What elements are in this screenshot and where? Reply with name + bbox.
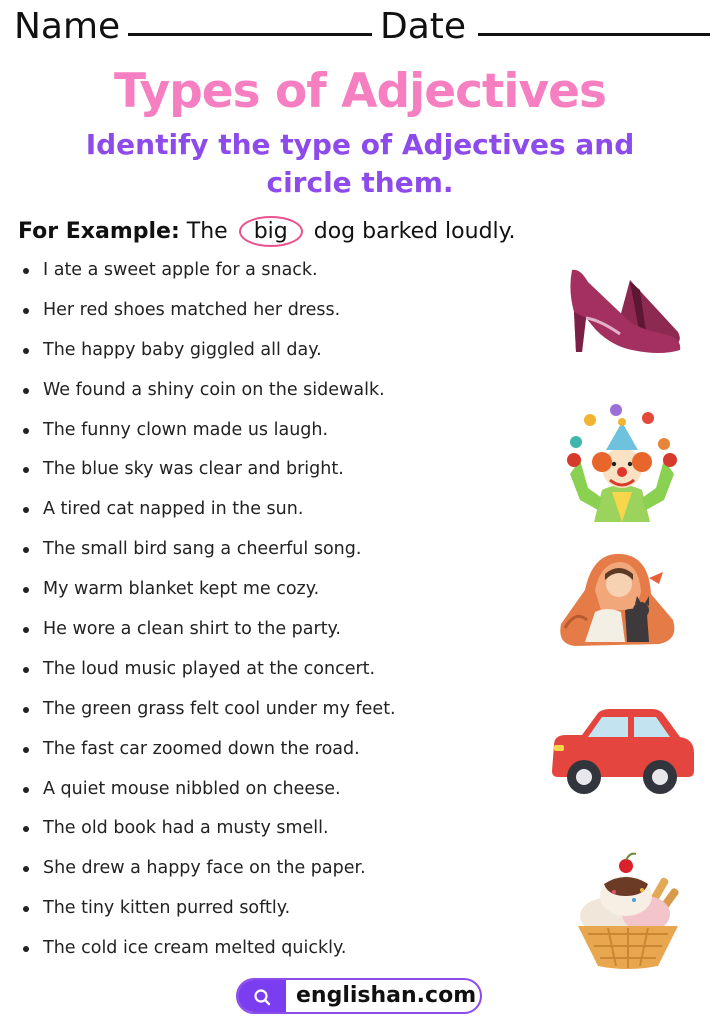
sentence-text: The green grass felt cool under my feet. (43, 698, 396, 719)
bullet-icon (23, 866, 29, 872)
girl-with-blanket-and-cat-icon (555, 550, 690, 650)
example-before: The (186, 219, 228, 244)
bullet-icon (23, 627, 29, 633)
sentence-item[interactable] (20, 889, 396, 929)
bullet-icon (23, 507, 29, 513)
bullet-icon (23, 428, 29, 434)
example-after: dog barked loudly. (313, 219, 516, 244)
sentence-item[interactable] (20, 490, 396, 530)
bullet-icon (23, 906, 29, 912)
bullet-icon (23, 946, 29, 952)
bullet-icon (23, 308, 29, 314)
sentence-list (20, 251, 396, 969)
sentence-item[interactable] (20, 610, 396, 650)
date-field-line[interactable] (478, 33, 710, 36)
name-label: Name (14, 6, 121, 47)
sentence-item[interactable] (20, 371, 396, 411)
sentence-item[interactable] (20, 450, 396, 490)
date-label: Date (380, 6, 467, 47)
bullet-icon (23, 707, 29, 713)
bullet-icon (23, 547, 29, 553)
sentence-text: The happy baby giggled all day. (43, 339, 322, 360)
sentence-text: She drew a happy face on the paper. (43, 858, 366, 879)
sentence-item[interactable] (20, 251, 396, 291)
bullet-icon (23, 268, 29, 274)
bullet-icon (23, 826, 29, 832)
bullet-icon (23, 667, 29, 673)
ice-cream-sundae-icon (568, 852, 688, 972)
sentence-text: The funny clown made us laugh. (43, 419, 329, 440)
name-field-line[interactable] (128, 33, 372, 36)
example-circled-word: big (239, 216, 303, 247)
example-sentence (18, 216, 516, 247)
worksheet-title: Types of Adjectives (113, 64, 606, 119)
instructions (30, 126, 690, 202)
high-heel-shoe-icon (560, 260, 690, 360)
sentence-text: The fast car zoomed down the road. (43, 738, 360, 759)
bullet-icon (23, 787, 29, 793)
sentence-item[interactable] (20, 411, 396, 451)
sentence-text: I ate a sweet apple for a snack. (43, 260, 318, 280)
juggling-clown-icon (560, 400, 685, 525)
bullet-icon (23, 348, 29, 354)
search-icon (238, 980, 286, 1014)
sentence-text: The old book had a musty smell. (43, 818, 329, 839)
sentence-text: A tired cat napped in the sun. (43, 499, 304, 520)
sentence-item[interactable] (20, 809, 396, 849)
sentence-item[interactable] (20, 291, 396, 331)
sentence-item[interactable] (20, 730, 396, 770)
sentence-item[interactable] (20, 770, 396, 810)
sentence-text: The loud music played at the concert. (43, 658, 376, 679)
sentence-item[interactable] (20, 690, 396, 730)
website-footer[interactable] (236, 978, 482, 1014)
website-url[interactable]: englishan.com (296, 983, 477, 1008)
sentence-item[interactable] (20, 929, 396, 969)
sentence-item[interactable] (20, 331, 396, 371)
red-car-icon (548, 705, 698, 800)
sentence-text: The cold ice cream melted quickly. (43, 938, 347, 959)
sentence-text: He wore a clean shirt to the party. (43, 619, 341, 640)
sentence-text: The small bird sang a cheerful song. (43, 539, 362, 560)
sentence-text: The tiny kitten purred softly. (43, 898, 291, 919)
sentence-item[interactable] (20, 530, 396, 570)
bullet-icon (23, 467, 29, 473)
sentence-item[interactable] (20, 849, 396, 889)
bullet-icon (23, 388, 29, 394)
bullet-icon (23, 587, 29, 593)
bullet-icon (23, 747, 29, 753)
instructions-line-2: circle them. (266, 166, 454, 199)
sentence-text: We found a shiny coin on the sidewalk. (43, 379, 385, 400)
sentence-item[interactable] (20, 570, 396, 610)
search-icon-box (238, 980, 286, 1014)
sentence-item[interactable] (20, 650, 396, 690)
header-row (14, 6, 714, 52)
instructions-line-1: Identify the type of Adjectives and (85, 128, 635, 161)
example-label: For Example: (18, 219, 180, 244)
sentence-text: Her red shoes matched her dress. (43, 299, 341, 320)
sentence-text: The blue sky was clear and bright. (43, 459, 344, 480)
sentence-text: My warm blanket kept me cozy. (43, 579, 320, 600)
sentence-text: A quiet mouse nibbled on cheese. (43, 778, 341, 799)
